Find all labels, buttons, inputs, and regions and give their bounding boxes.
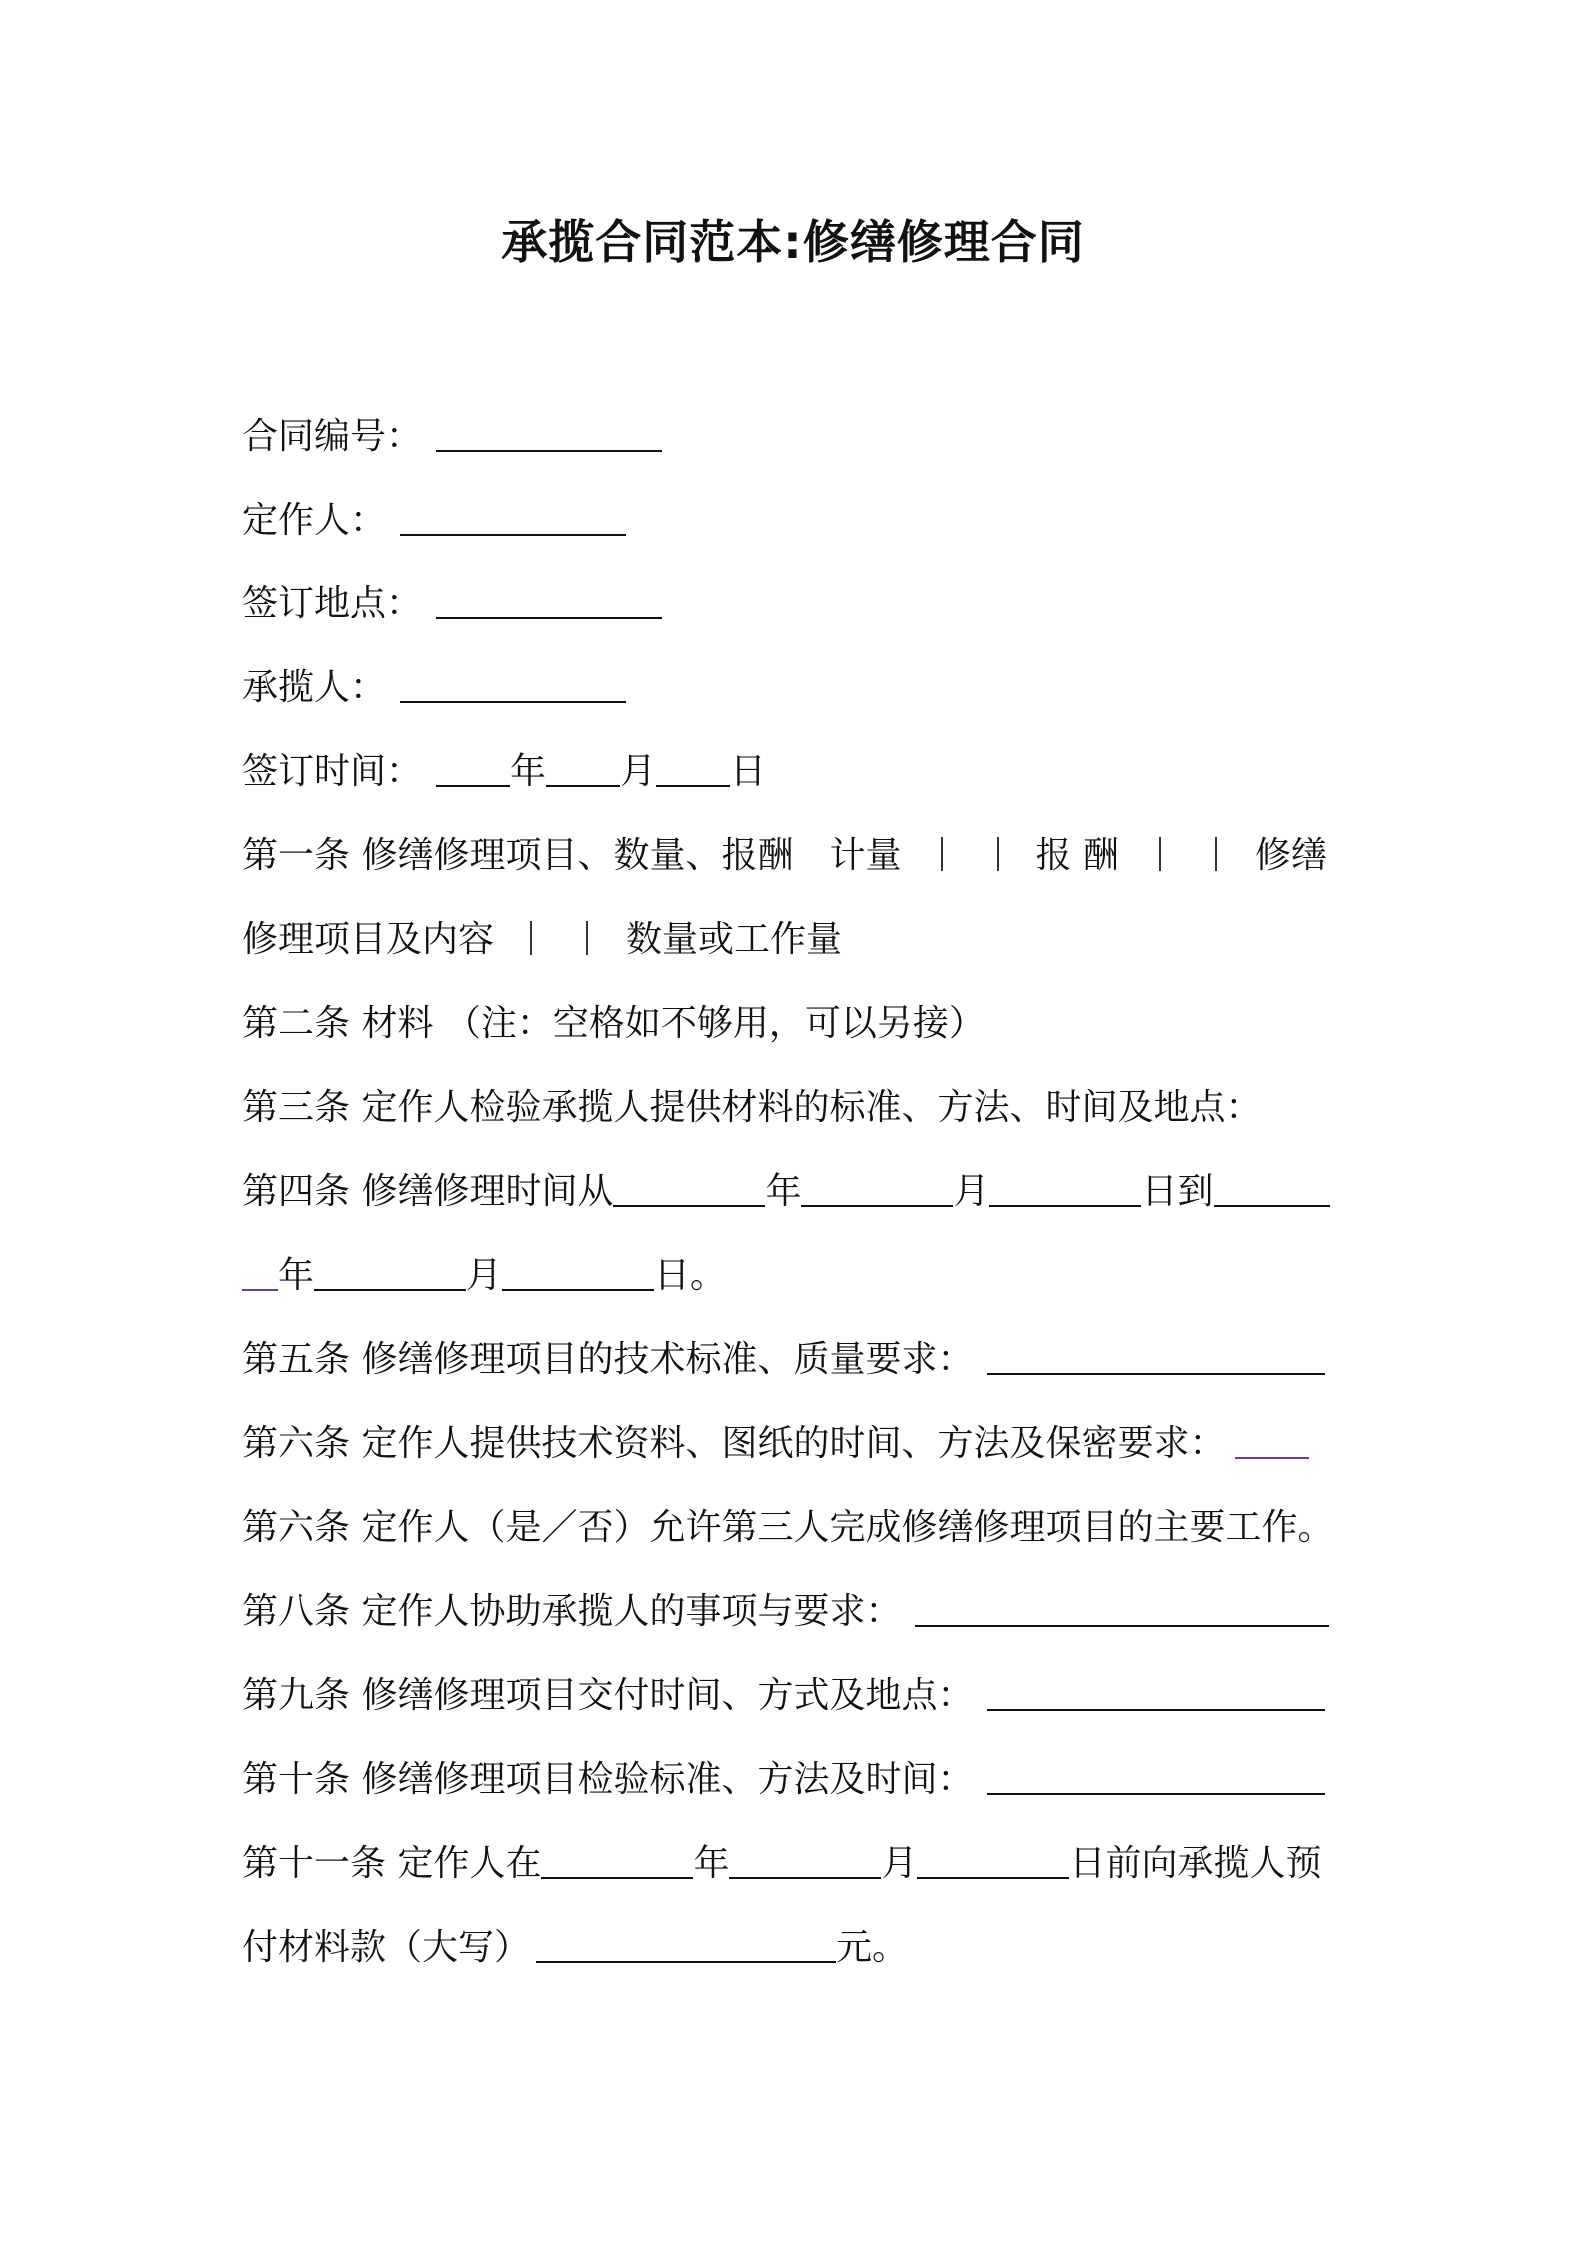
- article-4-day-end-label: 日。: [654, 1255, 727, 1296]
- sign-place-row: [242, 580, 1362, 628]
- article-6-row: [242, 1420, 1362, 1468]
- table-divider: [530, 921, 532, 955]
- sign-time-row: [242, 748, 1362, 796]
- article-11-unit: 元。: [836, 1927, 909, 1968]
- article-1-heading: 第一条 修缮修理项目、数量、报酬: [242, 835, 794, 876]
- article-6b: 第六条 定作人（是／否）允许第三人完成修缮修理项目的主要工作。: [242, 1507, 1334, 1548]
- sign-year-blank[interactable]: [436, 751, 510, 787]
- article-4-end-year-blank-a[interactable]: [1214, 1171, 1330, 1207]
- contract-number-row: [242, 413, 1362, 461]
- article-4-end-month-blank[interactable]: [314, 1255, 466, 1291]
- article-11-amount-blank[interactable]: [536, 1927, 836, 1963]
- orderer-row: [242, 497, 1362, 545]
- article-11-lead: 第十一条 定作人在: [242, 1843, 542, 1884]
- table-divider: [941, 837, 943, 871]
- article-6-blank[interactable]: [1235, 1423, 1309, 1459]
- article-5-blank[interactable]: [987, 1339, 1325, 1375]
- article-11-year-blank[interactable]: [541, 1843, 693, 1879]
- orderer-blank[interactable]: [400, 500, 626, 536]
- article-9-blank[interactable]: [987, 1675, 1325, 1711]
- article-11-month-label: 月: [881, 1843, 918, 1884]
- sign-place-blank[interactable]: [436, 583, 662, 619]
- contractor-blank[interactable]: [400, 667, 626, 703]
- sign-time-label: 签订时间：: [242, 751, 423, 792]
- orderer-label: 定作人：: [242, 500, 387, 541]
- article-4-month2-label: 月: [466, 1255, 503, 1296]
- article-9-row: [242, 1672, 1362, 1720]
- article-10-blank[interactable]: [987, 1759, 1325, 1795]
- article-10-row: [242, 1756, 1362, 1804]
- sign-year-label: 年: [510, 751, 547, 792]
- article-11-month-blank[interactable]: [729, 1843, 881, 1879]
- article-11-year-label: 年: [693, 1843, 730, 1884]
- sign-month-blank[interactable]: [546, 751, 620, 787]
- contractor-label: 承揽人：: [242, 667, 387, 708]
- article-10: 第十条 修缮修理项目检验标准、方法及时间：: [242, 1759, 974, 1800]
- article-8-row: [242, 1588, 1362, 1636]
- article-1-row-1: [242, 832, 1362, 880]
- article-4-start-month-blank[interactable]: [801, 1171, 953, 1207]
- article-4-row-2: [242, 1252, 1362, 1300]
- article-4-start-day-blank[interactable]: [989, 1171, 1141, 1207]
- sign-day-label: 日: [730, 751, 767, 792]
- article-11-line2-lead: 付材料款（大写）: [242, 1927, 531, 1968]
- table-divider: [1215, 837, 1217, 871]
- contract-number-label: 合同编号：: [242, 416, 423, 457]
- article-5-row: [242, 1336, 1362, 1384]
- article-8-blank[interactable]: [915, 1591, 1329, 1627]
- article-3: 第三条 定作人检验承揽人提供材料的标准、方法、时间及地点：: [242, 1087, 1262, 1128]
- article-4-year2-label: 年: [278, 1255, 315, 1296]
- sign-day-blank[interactable]: [656, 751, 730, 787]
- article-4-end-year-blank-b[interactable]: [242, 1255, 278, 1291]
- article-1-measure: 计量: [829, 835, 902, 876]
- article-1-pay: 报 酬: [1035, 835, 1119, 876]
- sign-place-label: 签订地点：: [242, 583, 423, 624]
- article-8: 第八条 定作人协助承揽人的事项与要求：: [242, 1591, 902, 1632]
- article-4-start-year-blank[interactable]: [613, 1171, 765, 1207]
- article-4-month-label: 月: [953, 1171, 990, 1212]
- table-divider: [997, 837, 999, 871]
- article-4-day-to-label: 日到: [1141, 1171, 1214, 1212]
- table-divider: [1159, 837, 1161, 871]
- article-1-quantity: 数量或工作量: [626, 919, 843, 960]
- article-11-day-blank[interactable]: [917, 1843, 1069, 1879]
- article-11-row-1: [242, 1840, 1362, 1888]
- article-11-row-2: [242, 1924, 1362, 1972]
- article-5: 第五条 修缮修理项目的技术标准、质量要求：: [242, 1339, 974, 1380]
- article-9: 第九条 修缮修理项目交付时间、方式及地点：: [242, 1675, 974, 1716]
- article-4-row-1: [242, 1168, 1362, 1216]
- article-1-item-b: 修理项目及内容: [242, 919, 495, 960]
- document-title: 承揽合同范本:修缮修理合同: [501, 215, 1085, 269]
- article-4-lead: 第四条 修缮修理时间从: [242, 1171, 614, 1212]
- sign-month-label: 月: [620, 751, 657, 792]
- article-1-row-2: [242, 916, 1362, 964]
- article-2: 第二条 材料 （注：空格如不够用，可以另接）: [242, 1003, 985, 1044]
- contractor-row: [242, 664, 1362, 712]
- article-1-item-a: 修缮: [1254, 835, 1327, 876]
- article-4-end-day-blank[interactable]: [502, 1255, 654, 1291]
- article-4-year-label: 年: [765, 1171, 802, 1212]
- contract-number-blank[interactable]: [436, 416, 662, 452]
- article-6: 第六条 定作人提供技术资料、图纸的时间、方法及保密要求：: [242, 1423, 1226, 1464]
- table-divider: [586, 921, 588, 955]
- article-11-day-tail: 日前向承揽人预: [1069, 1843, 1322, 1884]
